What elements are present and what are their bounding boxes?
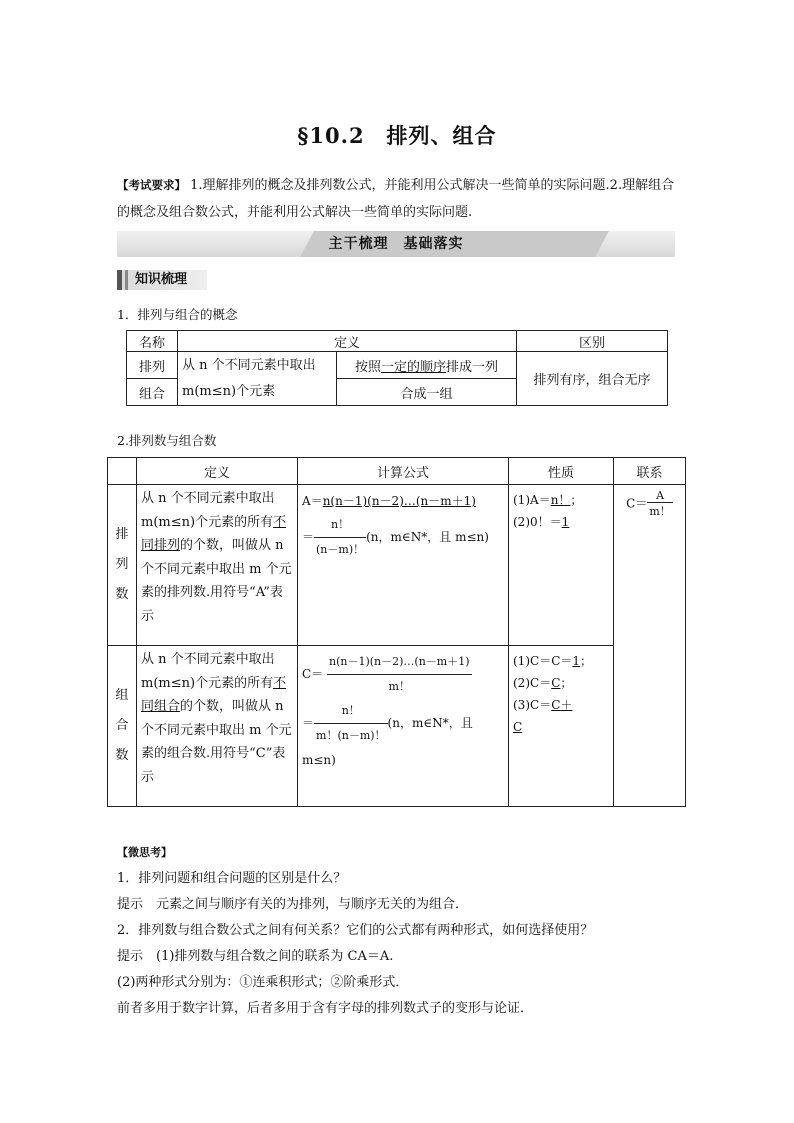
perm-formula bbox=[298, 485, 509, 646]
row-comb-name: 组合 bbox=[127, 379, 178, 406]
header-difference: 区别 bbox=[517, 331, 668, 352]
header-definition: 定义 bbox=[178, 331, 517, 352]
section-bar bbox=[117, 270, 122, 290]
perm-formula-line2: ＝ $\frac{n!}{(n-m)!}$ (n，m∈N*，且 m≤n) bbox=[302, 513, 504, 562]
comb-def-a: 从 n 个不同元素中取出 m(m≤n)个元素的所有 bbox=[141, 652, 275, 691]
perm-def-b: 的个数，叫做从 n 个不同元素中取出 m 个元素的排列数.用符号“A bbox=[141, 538, 292, 600]
part1-heading: 1．排列与组合的概念 bbox=[117, 307, 238, 322]
row-perm-name: 排列 bbox=[127, 352, 178, 379]
comb-formula-line2: ＝ $\frac{n!}{m!(n-m)!}$ (n，m∈N*，且 m≤n) bbox=[302, 699, 504, 772]
header-property: 性质 bbox=[509, 458, 614, 485]
comb-prop-2: (2)C＝C； bbox=[513, 676, 573, 690]
comb-prop-3-answer-2: C bbox=[513, 720, 523, 734]
header-blank bbox=[108, 458, 137, 485]
difference-cell: 排列有序，组合无序 bbox=[517, 352, 668, 406]
think-tag: 【微思考】 bbox=[117, 846, 172, 859]
number-table bbox=[107, 457, 686, 807]
perm-label-char-2: 列 bbox=[115, 557, 129, 572]
link-frac bbox=[647, 489, 672, 519]
think-q1: 1．排列问题和组合问题的区别是什么？ bbox=[117, 871, 347, 886]
link-den: m！ bbox=[649, 505, 671, 518]
perm-formula-cond: (n，m∈N*，且 m≤n) bbox=[366, 530, 489, 544]
comb-frac2-den: m！(n－m)！ bbox=[316, 729, 386, 742]
comb-prop-1: (1)C＝C＝1； bbox=[513, 654, 593, 668]
perm-formula-product: n(n－1)(n－2)…(n－m＋1) bbox=[322, 494, 476, 508]
perm-label-char-1: 排 bbox=[115, 527, 129, 542]
banner-title: 主干梳理 基础落实 bbox=[328, 236, 464, 252]
page-title: §10.2 排列、组合 bbox=[297, 123, 497, 148]
think-section bbox=[117, 840, 687, 1022]
comb-label-char-2: 合 bbox=[115, 718, 129, 733]
perm-formula-frac bbox=[314, 513, 366, 562]
perm-prop-1-answer: n！ bbox=[550, 493, 571, 507]
def-perm-prefix: 按照 bbox=[354, 359, 381, 375]
think-q2: 2．排列数与组合数公式之间有何关系？它们的公式都有两种形式，如何选择使用？ bbox=[117, 923, 594, 938]
link-cell: C＝ $\frac{A}{m!}$ bbox=[614, 485, 686, 807]
section-label bbox=[117, 270, 207, 290]
comb-property bbox=[509, 646, 614, 807]
comb-def-c: ”表示 bbox=[141, 746, 286, 785]
comb-formula-cond: (n，m∈N*，且 m≤n) bbox=[302, 716, 473, 767]
comb-prop-3-text: (3)C bbox=[513, 698, 540, 712]
perm-frac-num: n！ bbox=[314, 513, 366, 538]
part2-heading: 2.排列数与组合数 bbox=[117, 433, 217, 448]
exam-requirements bbox=[117, 172, 677, 226]
link-num: A bbox=[647, 489, 672, 503]
comb-definition bbox=[137, 646, 298, 807]
comb-formula-frac2 bbox=[314, 699, 388, 748]
requirements-tag: 【考试要求】 bbox=[117, 178, 186, 192]
perm-formula-line1 bbox=[302, 489, 504, 513]
perm-def-a: 从 n 个不同元素中取出 m(m≤n)个元素的所有 bbox=[141, 491, 275, 530]
comb-frac2-num: n！ bbox=[314, 699, 388, 724]
comb-formula-symbol: C bbox=[302, 667, 312, 681]
section-label-text: 知识梳理 bbox=[135, 272, 188, 287]
def-perm bbox=[337, 352, 517, 379]
comb-prop-1-answer: 1 bbox=[572, 654, 581, 668]
comb-def-underline: 不同组合 bbox=[141, 675, 287, 714]
perm-prop-2-answer: 1 bbox=[561, 515, 570, 529]
header-name: 名称 bbox=[127, 331, 178, 352]
comb-label-char-3: 数 bbox=[115, 748, 129, 763]
concept-table bbox=[126, 330, 668, 406]
header-link: 联系 bbox=[614, 458, 686, 485]
perm-def-underline: 不同排列 bbox=[141, 514, 287, 553]
think-a4: 前者多用于数字计算，后者多用于含有字母的排列数式子的变形与论证． bbox=[117, 1001, 534, 1016]
comb-label-char-1: 组 bbox=[115, 688, 129, 703]
perm-prop-2-text: (2)0！＝ bbox=[513, 515, 562, 529]
comb-label bbox=[108, 646, 137, 807]
comb-formula bbox=[298, 646, 509, 807]
perm-label bbox=[108, 485, 137, 646]
perm-prop-1: (1)A＝n！； bbox=[513, 493, 583, 507]
perm-formula-symbol: A bbox=[302, 494, 311, 508]
requirements-text: 1.理解排列的概念及排列数公式，并能利用公式解决一些简单的实际问题.2.理解组合的概念及组合数公式，并能利用公式解决一些简单的实际问题. bbox=[117, 178, 675, 220]
section-bar-2 bbox=[125, 270, 128, 290]
link-prefix: C bbox=[626, 496, 636, 511]
def-perm-underline: 一定的顺序 bbox=[380, 359, 446, 375]
def-comb: 合成一组 bbox=[337, 379, 517, 406]
comb-prop-1-text: (1)C bbox=[513, 654, 540, 668]
comb-formula-line1: C＝ $\frac{n(n-1)(n-2)\dots(n-m+1)}{m!}$ bbox=[302, 650, 504, 699]
think-a2: 提示 (1)排列数与组合数之间的联系为 CA＝A. bbox=[117, 949, 394, 964]
section-banner bbox=[117, 231, 675, 257]
comb-formula-frac1 bbox=[327, 650, 472, 699]
perm-definition bbox=[137, 485, 298, 646]
header-formula: 计算公式 bbox=[298, 458, 509, 485]
perm-frac-den: (n－m)！ bbox=[316, 543, 365, 556]
comb-prop-2-text: (2)C bbox=[513, 676, 540, 690]
perm-prop-2 bbox=[513, 511, 609, 533]
comb-prop-2-answer: C bbox=[551, 676, 561, 690]
perm-formula-eq: ＝ bbox=[310, 494, 323, 508]
def-left: 从 n 个不同元素中取出 m(m≤n)个元素 bbox=[178, 352, 337, 406]
think-a3: (2)两种形式分别为：①连乘积形式；②阶乘形式． bbox=[117, 975, 409, 990]
perm-prop-1-text: (1)A bbox=[513, 493, 539, 507]
perm-property bbox=[509, 485, 614, 646]
perm-def-c: ”表示 bbox=[141, 585, 283, 624]
def-perm-suffix: 排成一列 bbox=[446, 359, 499, 375]
comb-prop-3-answer: C bbox=[551, 698, 561, 712]
comb-frac1-den: m！ bbox=[388, 680, 410, 693]
comb-frac1-num: n(n－1)(n－2)…(n－m＋1) bbox=[327, 650, 472, 675]
perm-label-char-3: 数 bbox=[115, 587, 129, 602]
think-a1: 提示 元素之间与顺序有关的为排列，与顺序无关的为组合． bbox=[117, 897, 469, 912]
think-a2-text: 提示 (1)排列数与组合数之间的联系为 C bbox=[117, 949, 358, 964]
comb-def-b: 的个数，叫做从 n 个不同元素中取出 m 个元素的组合数.用符号“C bbox=[141, 699, 292, 761]
comb-prop-3: (3)C＝C＋ C bbox=[513, 698, 573, 734]
header-def: 定义 bbox=[137, 458, 298, 485]
